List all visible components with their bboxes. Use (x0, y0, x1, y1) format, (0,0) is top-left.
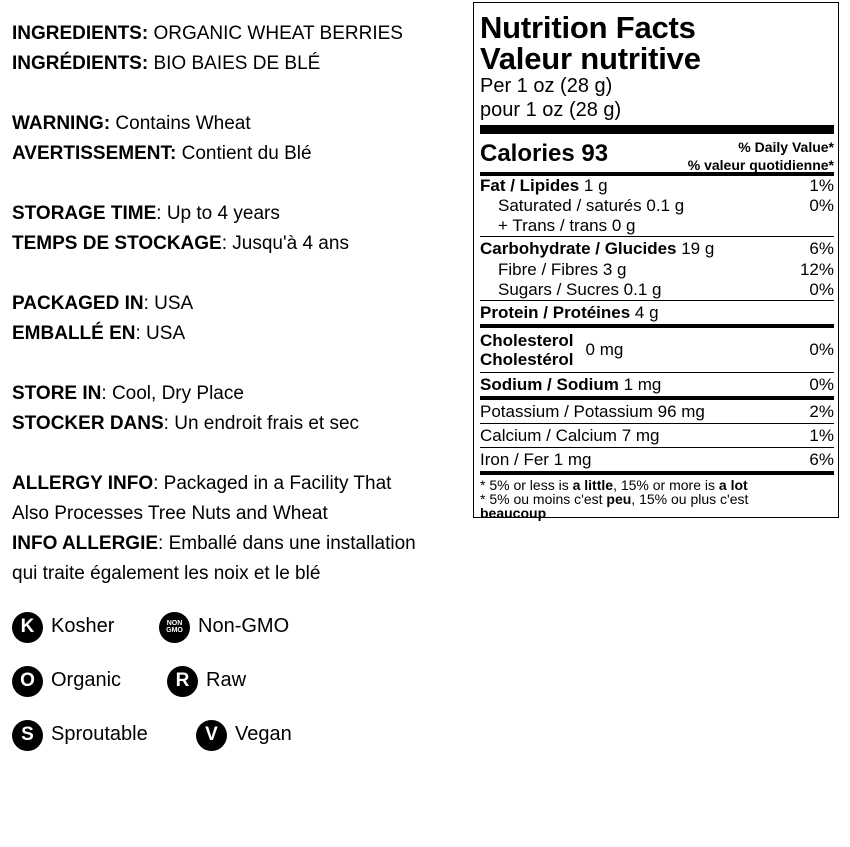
nutrition-title-en: Nutrition Facts (480, 10, 696, 45)
footnote-en-lot: a lot (718, 477, 748, 493)
store-section (12, 379, 467, 439)
calcium-dv: 1% (809, 426, 834, 445)
cholesterol-label-fr: Cholestérol (480, 350, 574, 369)
packaged-label: PACKAGED IN (12, 293, 144, 314)
nutrition-facts-panel (473, 2, 839, 521)
fat-dv: 1% (809, 176, 834, 195)
nutrition-title-fr: Valeur nutritive (480, 41, 701, 76)
cholesterol-amount: 0 mg (585, 340, 624, 359)
non-gmo-icon-text-2: GMO (166, 627, 183, 634)
sugars-label: Sugars / Sucres 0.1 g (498, 280, 662, 299)
potassium-row (480, 400, 834, 423)
badge-label: Sproutable (51, 722, 148, 745)
organic-icon: O (12, 666, 43, 697)
saturated-dv: 0% (809, 196, 834, 215)
non-gmo-icon-text-1: NON (166, 620, 183, 627)
warning-value: Contains Wheat (110, 113, 251, 134)
footnote-en-little: a little (572, 477, 614, 493)
carbohydrate-row (480, 237, 834, 260)
ingredients-value: ORGANIC WHEAT BERRIES (148, 23, 403, 44)
badge-label: Organic (51, 668, 122, 691)
protein-amount: 4 g (630, 303, 659, 322)
carbohydrate-amount: 19 g (676, 239, 715, 258)
sproutable-icon: S (12, 720, 43, 751)
iron-label: Iron / Fer 1 mg (480, 450, 592, 469)
allergy-line-2: Also Processes Tree Nuts and Wheat (12, 503, 328, 524)
store-line (12, 379, 467, 409)
badge-raw (167, 664, 246, 698)
badge-sproutable (12, 718, 148, 752)
raw-icon: R (167, 666, 198, 697)
divider-thick (480, 125, 834, 134)
allergy-section (12, 469, 467, 589)
badge-organic (12, 664, 121, 698)
protein-row (480, 301, 834, 324)
calcium-label: Calcium / Calcium 7 mg (480, 426, 660, 445)
badge-vegan (196, 718, 292, 752)
packaged-line (12, 289, 467, 319)
sodium-row (480, 373, 834, 396)
allergy-fr-line-1 (12, 529, 467, 559)
fat-label: Fat / Lipides (480, 176, 580, 195)
vegan-icon: V (196, 720, 227, 751)
allergy-fr-label: INFO ALLERGIE (12, 533, 159, 554)
packaged-value: : USA (143, 293, 194, 314)
storage-value: : Up to 4 years (156, 203, 280, 224)
daily-value-en: % Daily Value* (738, 139, 834, 155)
divider-medium (480, 471, 834, 475)
allergy-fr-line-2: qui traite également les noix et le blé (12, 563, 321, 584)
trans-row (480, 216, 834, 236)
allergy-fr-value-1: : Emballé dans une installation (158, 533, 416, 554)
carbohydrate-label: Carbohydrate / Glucides (480, 239, 677, 258)
storage-fr-value: : Jusqu'à 4 ans (221, 233, 349, 254)
packaged-section (12, 289, 467, 349)
saturated-label: Saturated / saturés 0.1 g (498, 196, 685, 215)
packaged-fr-line (12, 319, 467, 349)
fat-amount: 1 g (579, 176, 608, 195)
allergy-label: ALLERGY INFO (12, 473, 154, 494)
footnote-en (480, 478, 834, 492)
footnote-fr-text: * 5% ou moins c'est (480, 491, 607, 507)
calories-label: Calories 93 (480, 140, 609, 167)
saturated-row (480, 196, 834, 216)
store-value: : Cool, Dry Place (101, 383, 244, 404)
cholesterol-label-en: Cholesterol (480, 331, 574, 350)
trans-label: + Trans / trans 0 g (498, 216, 636, 235)
footnote-en-text: * 5% or less is (480, 477, 573, 493)
sugars-dv: 0% (809, 280, 834, 299)
ingredients-section (12, 19, 467, 79)
cholesterol-row (480, 328, 834, 372)
warning-label: WARNING: (12, 113, 111, 134)
sugars-row (480, 280, 834, 300)
protein-label: Protein / Protéines (480, 303, 631, 322)
warning-fr-value: Contient du Blé (176, 143, 312, 164)
badge-label: Non-GMO (198, 614, 290, 637)
badge-label: Raw (206, 668, 247, 691)
storage-line (12, 199, 467, 229)
storage-label: STORAGE TIME (12, 203, 157, 224)
warning-fr-label: AVERTISSEMENT: (12, 143, 177, 164)
store-fr-value: : Un endroit frais et sec (163, 413, 360, 434)
kosher-icon: K (12, 612, 43, 643)
cholesterol-dv: 0% (809, 340, 834, 359)
footnote-en-text-2: , 15% or more is (613, 477, 719, 493)
daily-value-header (688, 138, 834, 174)
non-gmo-icon (159, 612, 190, 643)
fibre-dv: 12% (799, 260, 834, 279)
badge-label: Kosher (51, 614, 115, 637)
ingredients-fr-line (12, 49, 467, 79)
sodium-amount: 1 mg (618, 375, 662, 394)
carbohydrate-dv: 6% (809, 239, 834, 258)
potassium-label: Potassium / Potassium 96 mg (480, 402, 705, 421)
sodium-dv: 0% (809, 375, 834, 394)
product-info (12, 19, 467, 619)
iron-dv: 6% (809, 450, 834, 469)
serving-size-en: Per 1 oz (28 g) (480, 75, 613, 97)
warning-section (12, 109, 467, 169)
badge-kosher (12, 610, 114, 644)
daily-value-fr: % valeur quotidienne* (687, 157, 834, 173)
footnote-fr (480, 492, 834, 506)
store-fr-line (12, 409, 467, 439)
cholesterol-labels (480, 331, 574, 369)
calories-row (480, 134, 834, 172)
footnote-fr-beaucoup: beaucoup (480, 505, 547, 521)
packaged-fr-value: : USA (135, 323, 186, 344)
sodium-label: Sodium / Sodium (480, 375, 619, 394)
fibre-row (480, 260, 834, 280)
store-fr-label: STOCKER DANS (12, 413, 164, 434)
footnote-fr-peu: peu (606, 491, 632, 507)
badge-non-gmo (159, 610, 289, 644)
potassium-dv: 2% (809, 402, 834, 421)
iron-row (480, 448, 834, 471)
storage-fr-label: TEMPS DE STOCKAGE (12, 233, 222, 254)
footnote (480, 478, 834, 520)
footnote-fr-text-2: , 15% ou plus c'est (631, 491, 749, 507)
packaged-fr-label: EMBALLÉ EN (12, 323, 136, 344)
warning-line (12, 109, 467, 139)
calcium-row (480, 424, 834, 447)
ingredients-fr-value: BIO BAIES DE BLÉ (148, 53, 321, 74)
allergy-line-1 (12, 469, 467, 499)
allergy-value-1: : Packaged in a Facility That (153, 473, 392, 494)
warning-fr-line (12, 139, 467, 169)
ingredients-fr-label: INGRÉDIENTS: (12, 53, 149, 74)
serving-size-fr: pour 1 oz (28 g) (480, 99, 622, 121)
fibre-label: Fibre / Fibres 3 g (498, 260, 627, 279)
badge-label: Vegan (235, 722, 292, 745)
storage-fr-line (12, 229, 467, 259)
storage-section (12, 199, 467, 259)
fat-row (480, 176, 834, 196)
store-label: STORE IN (12, 383, 102, 404)
ingredients-label: INGREDIENTS: (12, 23, 149, 44)
ingredients-line (12, 19, 467, 49)
